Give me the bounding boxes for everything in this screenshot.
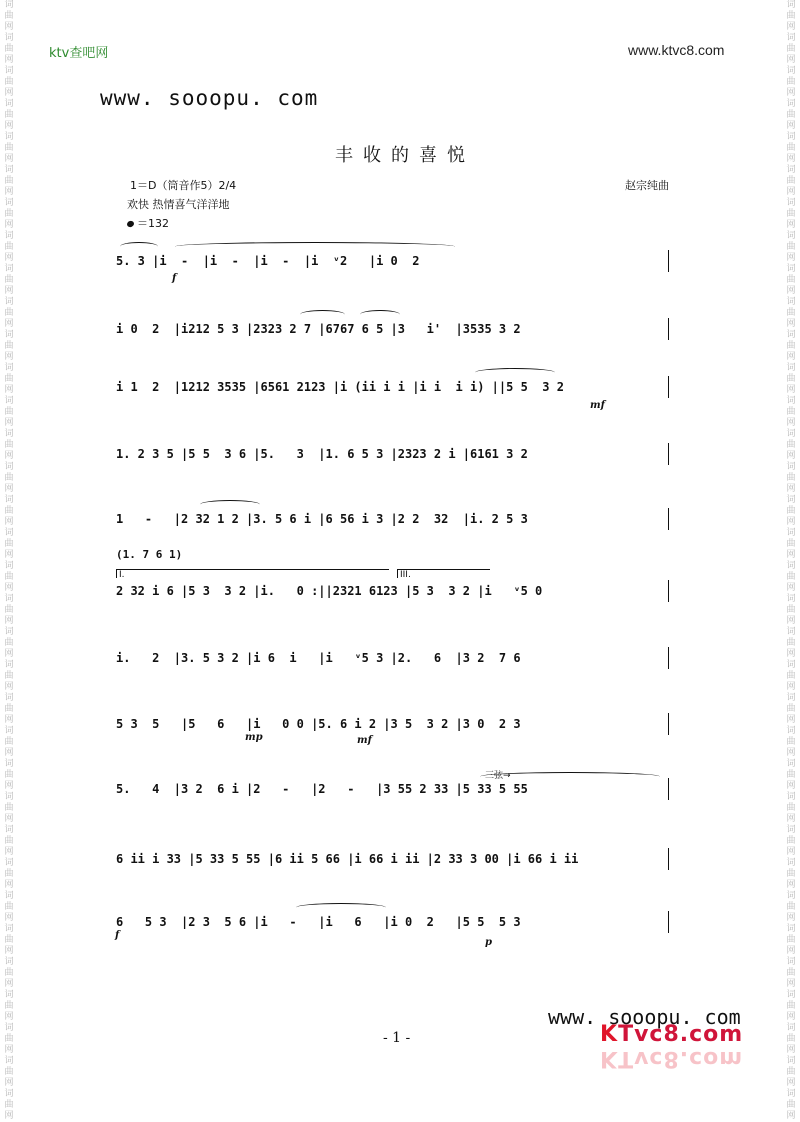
side-char: 词 — [786, 462, 796, 472]
slur-mark — [360, 310, 400, 319]
side-char: 曲 — [4, 968, 14, 978]
notation-row — [116, 709, 676, 739]
side-char: 曲 — [786, 1100, 796, 1110]
side-char: 曲 — [4, 1100, 14, 1110]
side-char: 网 — [4, 715, 14, 725]
volta-1-label: I. — [119, 570, 125, 580]
dynamic-mark: mf — [357, 735, 372, 746]
side-char: 曲 — [4, 110, 14, 120]
side-watermark-right — [784, 0, 798, 1121]
side-char: 曲 — [4, 11, 14, 21]
side-char: 词 — [786, 660, 796, 670]
barline — [668, 250, 669, 272]
side-char: 曲 — [4, 440, 14, 450]
side-char: 词 — [786, 429, 796, 439]
header-site-url[interactable]: www.ktvc8.com — [628, 42, 725, 58]
side-char: 曲 — [4, 143, 14, 153]
volta-3-label: III. — [400, 570, 411, 580]
side-char: 词 — [786, 495, 796, 505]
side-char: 曲 — [786, 1067, 796, 1077]
barline — [668, 508, 669, 530]
side-char: 曲 — [4, 44, 14, 54]
side-char: 网 — [4, 880, 14, 890]
barline — [668, 848, 669, 870]
side-char: 网 — [4, 748, 14, 758]
slur-mark — [175, 242, 455, 251]
side-char: 网 — [786, 814, 796, 824]
side-char: 曲 — [786, 374, 796, 384]
side-char: 词 — [786, 264, 796, 274]
song-title: 丰收的喜悦 — [335, 145, 475, 166]
side-char: 网 — [4, 847, 14, 857]
side-char: 网 — [786, 616, 796, 626]
side-char: 词 — [4, 33, 14, 43]
notation-row-text: 2 32 i 6 |5 3 3 2 |i. 0 :||2321 6123 |5 3 3 2 |i ᵛ5 0 — [116, 584, 543, 598]
side-char: 词 — [786, 1023, 796, 1033]
side-char: 曲 — [4, 836, 14, 846]
side-char: 词 — [786, 924, 796, 934]
side-char: 词 — [4, 792, 14, 802]
side-char: 曲 — [786, 869, 796, 879]
side-char: 词 — [786, 858, 796, 868]
side-char: 曲 — [4, 506, 14, 516]
side-char: 曲 — [786, 506, 796, 516]
side-char: 曲 — [4, 869, 14, 879]
side-char: 曲 — [4, 1001, 14, 1011]
side-char: 网 — [786, 946, 796, 956]
side-char: 网 — [786, 484, 796, 494]
side-char: 网 — [786, 22, 796, 32]
notation-row — [116, 372, 676, 402]
side-char: 网 — [4, 220, 14, 230]
barline — [668, 647, 669, 669]
side-char: 网 — [786, 649, 796, 659]
ktvc8-logo[interactable] — [600, 1022, 743, 1047]
side-char: 词 — [4, 693, 14, 703]
side-char: 词 — [4, 759, 14, 769]
side-char: 网 — [4, 1111, 14, 1121]
side-char: 网 — [4, 1078, 14, 1088]
side-char: 曲 — [786, 11, 796, 21]
side-char: 词 — [4, 924, 14, 934]
notation-row-text: 5. 4 |3 2 6 i |2 - |2 - |3 55 2 33 |5 33 5 55 — [116, 782, 528, 796]
tempo-text: 欢快 热情喜气洋洋地 — [127, 198, 230, 211]
notation-row-text: 5. 3 |i - |i - |i - |i ᵛ2 |i 0 2 — [116, 254, 420, 268]
side-char: 网 — [4, 385, 14, 395]
side-char: 网 — [786, 847, 796, 857]
watermark-url-top: www. sooopu. com — [100, 86, 319, 110]
barline — [668, 580, 669, 602]
slur-mark — [120, 242, 158, 251]
side-char: 曲 — [4, 572, 14, 582]
side-char: 曲 — [786, 803, 796, 813]
notation-row-text: 6 ii i 33 |5 33 5 55 |6 ii 5 66 |i 66 i ii |2 33 3 00 |i 66 i ii — [116, 852, 579, 866]
side-char: 网 — [4, 913, 14, 923]
side-char: 曲 — [786, 275, 796, 285]
side-char: 词 — [4, 528, 14, 538]
side-char: 曲 — [786, 407, 796, 417]
notation-row-text: i 1 2 |1212 3535 |6561 2123 |i (ii i i |i i i i) ||5 5 3 2 — [116, 380, 564, 394]
side-char: 曲 — [786, 176, 796, 186]
notation-row — [116, 844, 676, 874]
side-char: 曲 — [786, 473, 796, 483]
notation-row — [116, 907, 676, 937]
side-char: 词 — [786, 528, 796, 538]
side-char: 词 — [4, 396, 14, 406]
side-char: 曲 — [786, 935, 796, 945]
side-char: 词 — [786, 1056, 796, 1066]
side-char: 曲 — [4, 275, 14, 285]
side-char: 词 — [4, 132, 14, 142]
side-char: 词 — [4, 330, 14, 340]
side-char: 曲 — [4, 539, 14, 549]
side-char: 曲 — [4, 902, 14, 912]
side-char: 词 — [4, 726, 14, 736]
side-char: 词 — [786, 957, 796, 967]
side-char: 词 — [786, 825, 796, 835]
side-char: 曲 — [4, 638, 14, 648]
side-char: 词 — [786, 396, 796, 406]
notation-row — [116, 439, 676, 469]
side-char: 词 — [786, 0, 796, 10]
notation-row-text: 5 3 5 |5 6 |i 0 0 |5. 6 i 2 |3 5 3 2 |3 0 2 3 — [116, 717, 521, 731]
dynamic-mark: f — [172, 273, 177, 284]
side-char: 网 — [4, 649, 14, 659]
side-char: 词 — [4, 429, 14, 439]
side-char: 曲 — [786, 1001, 796, 1011]
side-char: 网 — [4, 187, 14, 197]
volta-1 — [116, 569, 389, 578]
side-char: 曲 — [4, 407, 14, 417]
side-char: 网 — [4, 517, 14, 527]
side-char: 网 — [4, 319, 14, 329]
side-char: 曲 — [786, 638, 796, 648]
side-char: 曲 — [4, 374, 14, 384]
side-char: 词 — [786, 99, 796, 109]
side-char: 曲 — [4, 77, 14, 87]
side-char: 网 — [786, 451, 796, 461]
notation-row-text: 1. 2 3 5 |5 5 3 6 |5. 3 |1. 6 5 3 |2323 2 i |6161 3 2 — [116, 447, 528, 461]
side-char: 网 — [4, 814, 14, 824]
side-char: 曲 — [786, 44, 796, 54]
side-char: 网 — [4, 55, 14, 65]
side-char: 曲 — [4, 704, 14, 714]
side-char: 词 — [4, 198, 14, 208]
side-char: 网 — [786, 55, 796, 65]
side-char: 曲 — [786, 341, 796, 351]
side-char: 曲 — [786, 1034, 796, 1044]
side-char: 曲 — [4, 770, 14, 780]
side-char: 词 — [786, 759, 796, 769]
side-char: 曲 — [786, 143, 796, 153]
barline — [668, 443, 669, 465]
side-char: 网 — [4, 1045, 14, 1055]
side-char: 网 — [786, 880, 796, 890]
side-char: 曲 — [786, 737, 796, 747]
barline — [668, 376, 669, 398]
notation-row — [116, 576, 676, 606]
notation-row-text: i 0 2 |i212 5 3 |2323 2 7 |6767 6 5 |3 i' |3535 3 2 — [116, 322, 521, 336]
side-char: 词 — [786, 33, 796, 43]
side-char: 词 — [4, 1089, 14, 1099]
side-char: 词 — [786, 990, 796, 1000]
side-char: 曲 — [4, 935, 14, 945]
side-char: 词 — [4, 462, 14, 472]
side-char: 词 — [786, 363, 796, 373]
side-char: 词 — [786, 891, 796, 901]
side-char: 词 — [4, 231, 14, 241]
side-char: 曲 — [786, 605, 796, 615]
side-char: 词 — [786, 693, 796, 703]
logo-reflection-k: K — [600, 1046, 619, 1071]
side-char: 词 — [786, 1089, 796, 1099]
side-char: 网 — [4, 781, 14, 791]
side-char: 词 — [786, 165, 796, 175]
side-char: 词 — [4, 363, 14, 373]
side-char: 曲 — [786, 770, 796, 780]
side-char: 曲 — [786, 77, 796, 87]
side-char: 曲 — [786, 968, 796, 978]
side-char: 网 — [786, 979, 796, 989]
side-char: 网 — [786, 748, 796, 758]
side-char: 网 — [4, 121, 14, 131]
side-char: 曲 — [4, 209, 14, 219]
side-char: 网 — [4, 253, 14, 263]
side-char: 曲 — [786, 539, 796, 549]
barline — [668, 778, 669, 800]
dynamic-mark: f — [115, 930, 120, 941]
logo-k: K — [600, 1022, 619, 1047]
side-char: 曲 — [786, 704, 796, 714]
side-char: 网 — [786, 121, 796, 131]
side-watermark-left — [2, 0, 16, 1121]
barline — [668, 713, 669, 735]
side-char: 词 — [4, 627, 14, 637]
barline — [668, 318, 669, 340]
side-char: 词 — [4, 99, 14, 109]
slur-mark — [480, 772, 660, 781]
side-char: 网 — [786, 781, 796, 791]
side-char: 网 — [786, 1012, 796, 1022]
side-char: 网 — [4, 286, 14, 296]
side-char: 网 — [786, 1111, 796, 1121]
dynamic-mark: mf — [590, 400, 605, 411]
side-char: 网 — [786, 682, 796, 692]
bracket-line: (1. 7 6 1) — [116, 548, 183, 561]
side-char: 网 — [786, 583, 796, 593]
side-char: 曲 — [4, 473, 14, 483]
side-char: 曲 — [786, 110, 796, 120]
side-char: 词 — [4, 264, 14, 274]
side-char: 词 — [4, 825, 14, 835]
side-char: 网 — [786, 154, 796, 164]
logo-reflection-rest: Tvc8.com — [618, 1046, 744, 1071]
side-char: 网 — [4, 484, 14, 494]
sanxian-marking: 三弦→ — [485, 771, 511, 781]
side-char: 曲 — [786, 308, 796, 318]
side-char: 网 — [4, 946, 14, 956]
side-char: 词 — [786, 792, 796, 802]
logo-rest: Tvc8.com — [618, 1022, 744, 1047]
side-char: 网 — [786, 550, 796, 560]
side-char: 网 — [786, 913, 796, 923]
side-char: 网 — [4, 1012, 14, 1022]
side-char: 曲 — [786, 440, 796, 450]
page-number: - 1 - — [383, 1030, 411, 1046]
side-char: 词 — [4, 594, 14, 604]
side-char: 网 — [4, 88, 14, 98]
side-char: 曲 — [786, 242, 796, 252]
dynamic-mark: p — [485, 937, 492, 948]
tempo-value: ＝132 — [137, 217, 169, 230]
side-char: 曲 — [786, 836, 796, 846]
side-char: 曲 — [786, 572, 796, 582]
notation-row-text: 1 - |2 32 1 2 |3. 5 6 i |6 56 i 3 |2 2 32 |i. 2 5 3 — [116, 512, 528, 526]
side-char: 词 — [786, 594, 796, 604]
side-char: 词 — [786, 66, 796, 76]
side-char: 词 — [4, 66, 14, 76]
side-char: 网 — [786, 187, 796, 197]
side-char: 网 — [4, 22, 14, 32]
side-char: 词 — [786, 330, 796, 340]
watermark-url-bottom: www. sooopu. com — [548, 1005, 741, 1029]
side-char: 词 — [786, 561, 796, 571]
side-char: 网 — [4, 979, 14, 989]
side-char: 词 — [4, 0, 14, 10]
side-char: 词 — [4, 561, 14, 571]
notation-row-text: i. 2 |3. 5 3 2 |i 6 i |i ᵛ5 3 |2. 6 |3 2 7 6 — [116, 651, 521, 665]
side-char: 网 — [4, 451, 14, 461]
side-char: 网 — [786, 385, 796, 395]
side-char: 网 — [786, 517, 796, 527]
side-char: 网 — [786, 715, 796, 725]
dynamic-mark: mp — [245, 732, 263, 743]
composer: 赵宗纯曲 — [625, 179, 669, 192]
notation-row-text: 6 5 3 |2 3 5 6 |i - |i 6 |i 0 2 |5 5 5 3 — [116, 915, 521, 929]
side-char: 网 — [4, 682, 14, 692]
side-char: 网 — [786, 1078, 796, 1088]
side-char: 网 — [4, 550, 14, 560]
side-char: 曲 — [4, 341, 14, 351]
side-char: 网 — [786, 352, 796, 362]
side-char: 网 — [4, 352, 14, 362]
side-char: 网 — [4, 418, 14, 428]
side-char: 曲 — [786, 902, 796, 912]
barline — [668, 911, 669, 933]
side-char: 网 — [786, 418, 796, 428]
side-char: 词 — [4, 990, 14, 1000]
side-char: 词 — [4, 858, 14, 868]
side-char: 网 — [786, 220, 796, 230]
side-char: 词 — [4, 1056, 14, 1066]
side-char: 曲 — [786, 671, 796, 681]
side-char: 曲 — [4, 1034, 14, 1044]
side-char: 词 — [4, 957, 14, 967]
side-char: 词 — [4, 495, 14, 505]
side-char: 曲 — [4, 605, 14, 615]
side-char: 词 — [786, 726, 796, 736]
side-char: 曲 — [4, 242, 14, 252]
slur-mark — [200, 500, 260, 509]
side-char: 网 — [786, 253, 796, 263]
quarter-note-icon — [126, 220, 135, 228]
side-char: 曲 — [4, 308, 14, 318]
side-char: 词 — [786, 627, 796, 637]
side-char: 词 — [4, 660, 14, 670]
side-char: 曲 — [4, 671, 14, 681]
logo-reflection — [600, 1046, 743, 1071]
side-char: 网 — [786, 319, 796, 329]
side-char: 词 — [786, 297, 796, 307]
side-char: 曲 — [786, 209, 796, 219]
side-char: 曲 — [4, 1067, 14, 1077]
slur-mark — [300, 310, 345, 319]
side-char: 词 — [4, 891, 14, 901]
header-site-name[interactable]: ktv查吧网 — [49, 46, 109, 61]
key-signature: 1＝D（筒音作5）2/4 — [130, 179, 237, 192]
side-char: 网 — [4, 583, 14, 593]
slur-mark — [296, 903, 386, 912]
side-char: 网 — [786, 1045, 796, 1055]
side-char: 词 — [4, 1023, 14, 1033]
volta-3 — [397, 569, 490, 578]
side-char: 词 — [786, 198, 796, 208]
slur-mark — [475, 368, 555, 377]
side-char: 网 — [786, 286, 796, 296]
side-char: 词 — [786, 132, 796, 142]
side-char: 网 — [4, 616, 14, 626]
side-char: 词 — [4, 297, 14, 307]
tempo-mark — [127, 215, 169, 231]
side-char: 曲 — [4, 803, 14, 813]
side-char: 网 — [4, 154, 14, 164]
side-char: 曲 — [4, 737, 14, 747]
side-char: 词 — [786, 231, 796, 241]
notation-row — [116, 643, 676, 673]
side-char: 曲 — [4, 176, 14, 186]
side-char: 网 — [786, 88, 796, 98]
side-char: 词 — [4, 165, 14, 175]
